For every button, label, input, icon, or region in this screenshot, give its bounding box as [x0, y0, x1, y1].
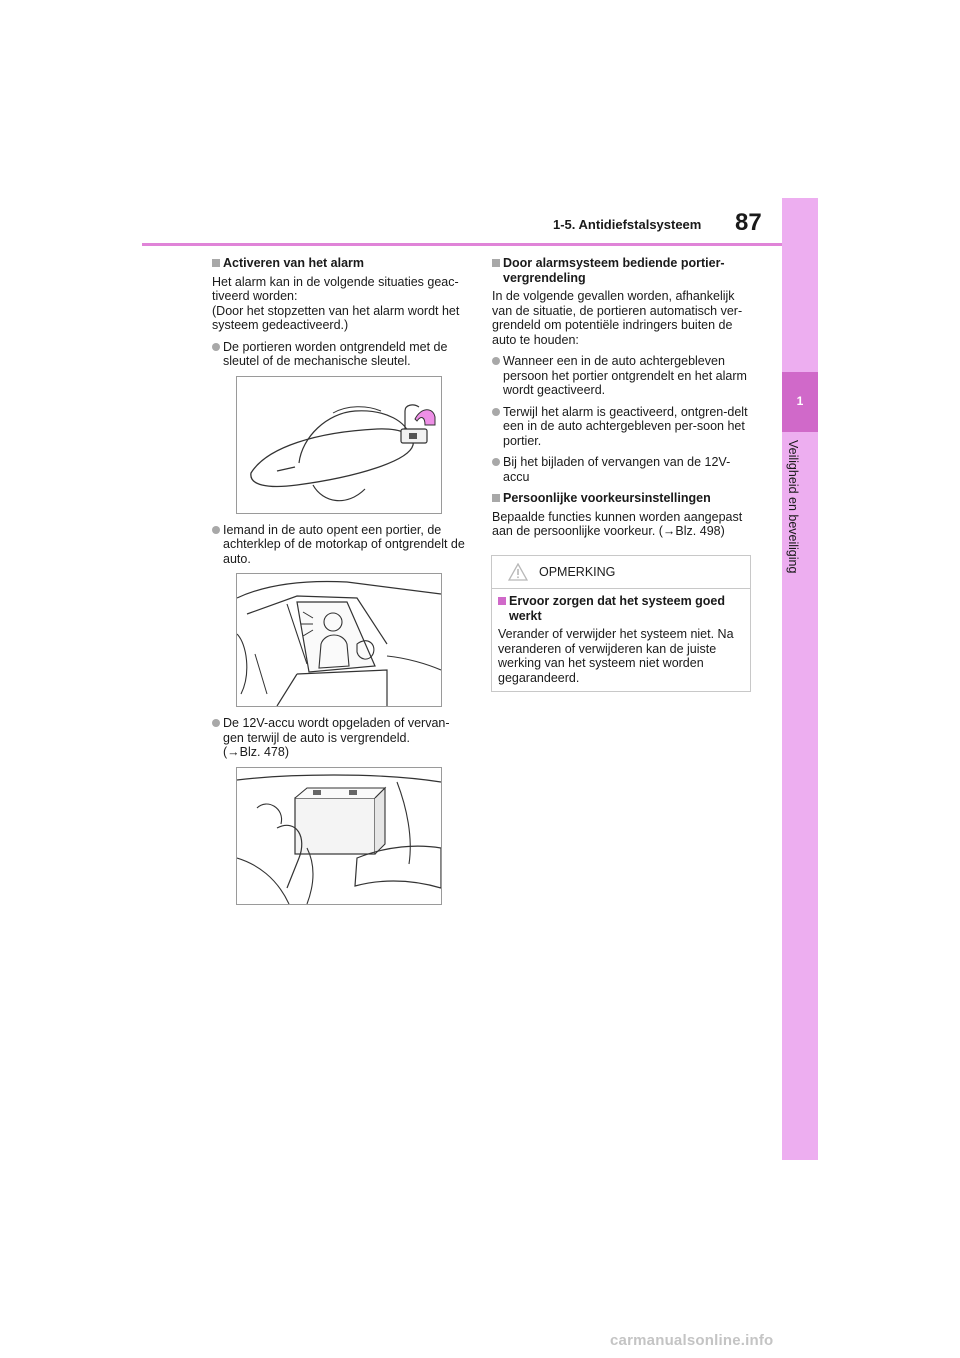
bullet-item: Bij het bijladen of vervangen van de 12V-accu [492, 455, 754, 484]
battery-replacement-illustration [236, 767, 442, 905]
watermark: carmanualsonline.info [610, 1332, 774, 1349]
note-title: OPMERKING [539, 565, 616, 579]
door-handle-illustration [236, 376, 442, 514]
bullet-item: Terwijl het alarm is geactiveerd, ontgren-delt een in de auto achtergebleven per-soon het portier. [492, 405, 754, 449]
bullet-item: De portieren worden ontgrendeld met de sleutel of de mechanische sleutel. [212, 340, 470, 369]
intro-paragraph: Het alarm kan in de volgende situaties geac-tiveerd worden: (Door het stopzetten van het alarm wordt het systeem gedeactiveerd.) [212, 274, 460, 332]
bullet-item: Wanneer een in de auto achtergebleven persoon het portier ontgrendelt en het alarm wordt geactiveerd. [492, 354, 754, 398]
round-bullet-icon [212, 719, 220, 727]
square-bullet-icon [212, 259, 220, 267]
note-header [492, 556, 750, 589]
note-text: Verander of verwijder het systeem niet. Na veranderen of verwijderen kan de juiste werking van het systeem niet worden gegarandeerd. [498, 627, 734, 685]
person-in-car-illustration [236, 573, 442, 707]
note-body [498, 594, 744, 692]
side-tab-number: 1 [796, 394, 804, 408]
square-bullet-icon [498, 597, 506, 605]
round-bullet-icon [212, 343, 220, 351]
round-bullet-icon [212, 526, 220, 534]
note-heading: Ervoor zorgen dat het systeem goed werkt [498, 594, 744, 623]
car-door-icon [237, 574, 441, 706]
side-tab-label: Veiligheid en beveiliging [786, 440, 800, 574]
section-heading-preferences: Persoonlijke voorkeursinstellingen [492, 491, 754, 506]
bullet-item: Iemand in de auto opent een portier, de achterklep of de motorkap of ontgrendelt de auto. [212, 523, 470, 567]
door-lock-paragraph: In de volgende gevallen worden, afhankelijk van de situatie, de portieren automatisch ver-grendeld om potentiële indringers buiten de auto te houden: [492, 289, 743, 347]
section-heading-door-lock: Door alarmsysteem bediende portier-vergrendeling [492, 256, 754, 285]
header-rule [142, 243, 782, 246]
side-tab [782, 198, 818, 1160]
battery-icon [237, 768, 441, 904]
preferences-paragraph: Bepaalde functies kunnen worden aangepast aan de persoonlijke voorkeur. (→Blz. 498) [492, 509, 743, 538]
note-box [491, 555, 751, 692]
bullet-item: De 12V-accu wordt opgeladen of vervan-gen terwijl de auto is vergrendeld. (→Blz. 478) [212, 716, 470, 760]
round-bullet-icon [492, 458, 500, 466]
square-bullet-icon [492, 259, 500, 267]
right-column [492, 256, 754, 546]
left-column [212, 256, 470, 914]
door-handle-icon [237, 377, 441, 513]
section-heading-activation: Activeren van het alarm [212, 256, 470, 271]
section-title: 1-5. Antidiefstalsysteem [553, 217, 702, 232]
round-bullet-icon [492, 357, 500, 365]
page-number: 87 [735, 209, 762, 236]
round-bullet-icon [492, 408, 500, 416]
square-bullet-icon [492, 494, 500, 502]
warning-triangle-icon [508, 563, 528, 581]
